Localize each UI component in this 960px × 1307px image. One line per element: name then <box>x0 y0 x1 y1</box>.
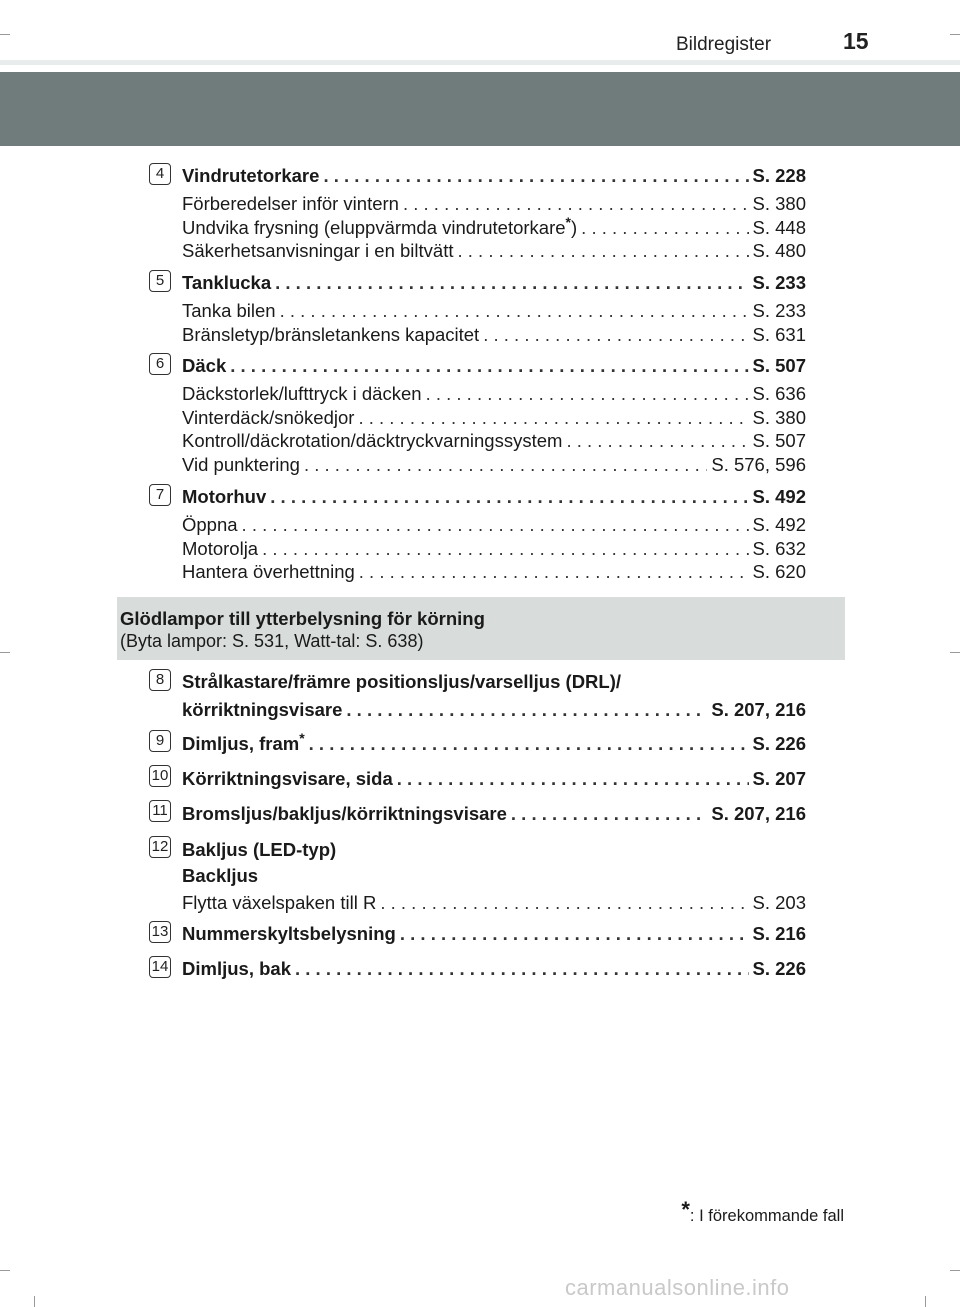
entry-sub-line[interactable] <box>182 560 806 584</box>
entry-page: S. 492 <box>752 486 806 507</box>
entry-main-line[interactable] <box>182 922 806 946</box>
footnote <box>681 1197 844 1227</box>
header-rule <box>0 60 960 65</box>
entry-sub-line[interactable] <box>182 429 806 453</box>
entry-title-line: Strålkastare/främre positionsljus/varselljus (DRL)/ <box>182 671 622 692</box>
callout-badge: 14 <box>149 956 171 978</box>
entry-page: S. 228 <box>752 165 806 186</box>
entry-sub-line[interactable] <box>182 513 806 537</box>
crop-mark <box>0 652 10 653</box>
sub-text: Kontroll/däckrotation/däcktryckvarningssystem <box>182 430 563 451</box>
entry-title: Nummerskyltsbelysning <box>182 923 396 944</box>
crop-mark <box>950 1270 960 1271</box>
sub-text: Bränsletyp/bränsletankens kapacitet <box>182 323 480 345</box>
index-entry <box>182 922 806 946</box>
entry-main-line[interactable] <box>182 354 806 378</box>
entry-main-line[interactable] <box>182 767 806 791</box>
section-subtitle: (Byta lampor: S. 531, Watt-tal: S. 638) <box>120 631 424 651</box>
entry-sub-line[interactable] <box>182 192 806 216</box>
sub-page: S. 203 <box>752 892 806 913</box>
sub-text: Förberedelser inför vintern <box>182 193 399 214</box>
sub-text: Hantera överhettning <box>182 561 355 582</box>
entry-sub-line[interactable] <box>182 213 806 240</box>
entry-page: S. 226 <box>752 958 806 979</box>
entry-main-line[interactable] <box>182 164 806 188</box>
entry-page: S. 226 <box>752 733 806 754</box>
callout-badge: 8 <box>149 669 171 691</box>
index-entry <box>182 838 806 915</box>
page-number: 15 <box>843 28 869 54</box>
sub-page: S. 380 <box>752 193 806 214</box>
entry-page: S. 216 <box>752 923 806 944</box>
entry-page: S. 507 <box>752 355 806 376</box>
callout-badge: 13 <box>149 921 171 943</box>
entry-sub-line[interactable] <box>182 382 806 406</box>
sub-page: S. 233 <box>752 300 806 321</box>
callout-badge: 9 <box>149 730 171 752</box>
sub-page: S. 632 <box>752 537 806 559</box>
index-entry <box>182 802 806 826</box>
entry-sub-line[interactable] <box>182 323 806 347</box>
entry-sub-line[interactable] <box>182 537 806 561</box>
entry-main-line[interactable] <box>182 485 806 509</box>
index-entry <box>182 485 806 584</box>
entry-title: Körriktningsvisare, sida <box>182 768 393 789</box>
callout-badge: 11 <box>149 800 171 822</box>
entry-main-line[interactable] <box>182 957 806 981</box>
entry-title: körriktningsvisare <box>182 699 343 720</box>
sub-page: S. 576, 596 <box>711 453 806 475</box>
sub-text: Öppna <box>182 514 238 535</box>
entry-main-line[interactable] <box>182 802 806 826</box>
section-title: Glödlampor till ytterbelysning för körning <box>120 608 485 629</box>
footnote-star: * <box>681 1197 690 1222</box>
callout-badge: 10 <box>149 765 171 787</box>
entry-title: Däck <box>182 355 227 376</box>
entry-sub-line[interactable] <box>182 891 806 915</box>
header-banner <box>0 72 960 146</box>
sub-text: Tanka bilen <box>182 300 276 321</box>
entry-sub-line[interactable] <box>182 406 806 430</box>
sub-page: S. 380 <box>752 406 806 428</box>
sub-page: S. 636 <box>752 383 806 404</box>
crop-mark <box>925 1296 926 1307</box>
entry-sub-line[interactable] <box>182 299 806 323</box>
entry-main-line[interactable] <box>182 698 806 722</box>
entry-title: Vindrutetorkare <box>182 165 320 186</box>
entry-title: Motorhuv <box>182 486 267 507</box>
sub-page: S. 631 <box>752 323 806 345</box>
entry-sub-line[interactable] <box>182 239 806 263</box>
index-entry <box>182 164 806 263</box>
callout-badge: 7 <box>149 484 171 506</box>
index-entry <box>182 767 806 791</box>
page-header-title: Bildregister <box>676 34 772 55</box>
index-entry <box>182 354 806 476</box>
index-entry <box>182 670 806 722</box>
callout-badge: 4 <box>149 163 171 185</box>
sub-text: Däckstorlek/lufttryck i däcken <box>182 383 422 404</box>
sub-page: S. 492 <box>752 514 806 535</box>
entry-title: Tanklucka <box>182 272 272 293</box>
sub-text: Vinterdäck/snökedjor <box>182 406 355 428</box>
entry-main-line[interactable] <box>182 271 806 295</box>
crop-mark <box>34 1296 35 1307</box>
index-entry <box>182 732 806 756</box>
sub-page: S. 448 <box>752 216 806 238</box>
crop-mark <box>950 34 960 35</box>
crop-mark <box>950 652 960 653</box>
sub-page: S. 620 <box>752 561 806 582</box>
crop-mark <box>0 34 10 35</box>
footnote-text: : I förekommande fall <box>689 1207 844 1225</box>
callout-badge: 5 <box>149 270 171 292</box>
sub-text: Säkerhetsanvisningar i en biltvätt <box>182 240 454 261</box>
callout-badge: 6 <box>149 353 171 375</box>
footnote-star: * <box>565 213 571 230</box>
entry-title-line: Bakljus (LED-typ) <box>182 839 337 860</box>
sub-page: S. 507 <box>752 430 806 451</box>
callout-badge: 12 <box>149 836 171 858</box>
crop-mark <box>0 1270 10 1271</box>
entry-page: S. 207, 216 <box>711 699 806 720</box>
sub-page: S. 480 <box>752 240 806 261</box>
sub-text: Vid punktering <box>182 453 300 475</box>
entry-page: S. 233 <box>752 272 806 293</box>
sub-text: Motorolja <box>182 537 259 559</box>
entry-title: Dimljus, bak <box>182 958 291 979</box>
watermark-text: carmanualsonline.info <box>565 1275 790 1300</box>
entry-title-line: Backljus <box>182 865 259 886</box>
entry-main-line[interactable] <box>182 732 806 756</box>
index-entry <box>182 957 806 981</box>
entry-page: S. 207, 216 <box>711 803 806 824</box>
index-entry <box>182 271 806 346</box>
sub-text: Flytta växelspaken till R <box>182 892 377 913</box>
entry-sub-line[interactable] <box>182 453 806 477</box>
entry-page: S. 207 <box>752 768 806 789</box>
entry-title: Bromsljus/bakljus/körriktningsvisare <box>182 803 507 824</box>
sub-text: Undvika frysning (eluppvärmda vindrutetorkare*) <box>182 213 578 238</box>
footnote-star: * <box>299 730 305 746</box>
entry-title: Dimljus, fram* <box>182 730 305 754</box>
